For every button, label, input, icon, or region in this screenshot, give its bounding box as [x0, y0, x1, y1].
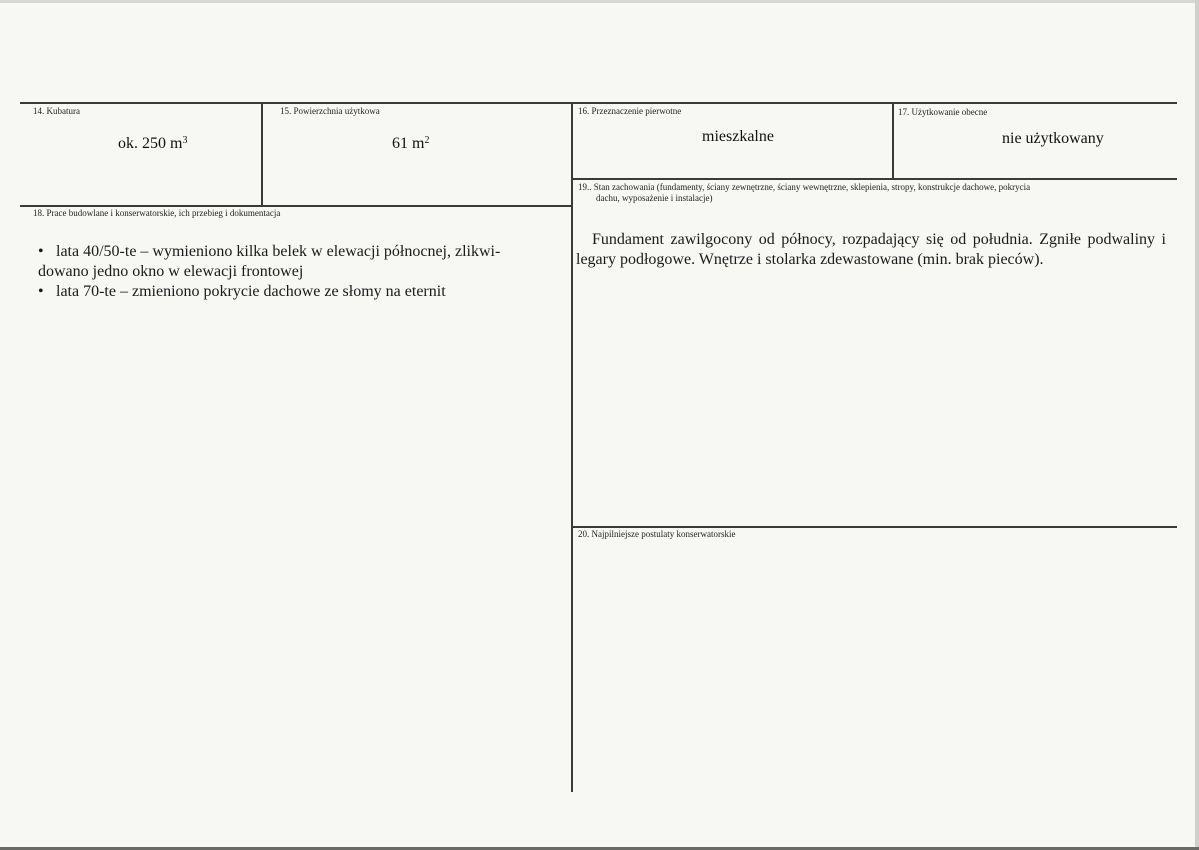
prace-list	[38, 242, 548, 302]
page-right-edge	[1195, 0, 1199, 850]
przeznaczenie-value: mieszkalne	[702, 128, 774, 145]
przeznaczenie-label: 16. Przeznaczenie pierwotne	[578, 106, 682, 116]
page-top-edge	[0, 0, 1199, 3]
bullet-icon: •	[38, 283, 44, 300]
postulaty-label: 20. Najpilniejsze postulaty konserwatorskie	[578, 529, 736, 539]
prace-item	[38, 242, 548, 282]
top-rule	[20, 102, 1177, 104]
divider-16-17	[892, 102, 894, 178]
powierzchnia-label: 15. Powierzchnia użytkowa	[280, 106, 380, 116]
bullet-icon: •	[38, 243, 44, 260]
stan-label-line-1: 19.. Stan zachowania (fundamenty, ściany zewnętrzne, ściany wewnętrzne, sklepienia, stropy, konstrukcje dachowe, pokrycia	[578, 182, 1031, 192]
kubatura-unit-sup: 3	[182, 135, 188, 146]
divider-14-15	[261, 102, 263, 205]
kubatura-label: 14. Kubatura	[33, 106, 80, 116]
kubatura-value-text: ok. 250 m	[118, 135, 183, 152]
prace-item-text: lata 40/50-te – wymieniono kilka belek w elewacji północnej, zlikwi-dowano jedno okno w elewacji frontowej	[38, 243, 501, 280]
powierzchnia-value	[392, 134, 429, 154]
stan-label-line-2: dachu, wyposażenie i instalacje)	[596, 193, 713, 203]
rule-under-14-15	[20, 205, 572, 207]
center-divider	[571, 102, 573, 792]
powierzchnia-value-text: 61 m	[392, 135, 425, 152]
prace-item	[38, 282, 548, 302]
uzytkowanie-value: nie użytkowany	[1002, 130, 1104, 147]
rule-under-16-17	[572, 178, 1177, 180]
powierzchnia-unit-sup: 2	[424, 135, 430, 146]
prace-item-text: lata 70-te – zmieniono pokrycie dachowe ze słomy na eternit	[56, 283, 446, 300]
rule-above-20	[572, 526, 1177, 528]
stan-value: Fundament zawilgocony od północy, rozpadający się od południa. Zgniłe podwaliny i legary podłogowe. Wnętrze i stolarka zdewastowane (min. brak pieców).	[576, 231, 1166, 268]
uzytkowanie-label: 17. Użytkowanie obecne	[898, 107, 988, 117]
prace-label: 18. Prace budowlane i konserwatorskie, ich przebieg i dokumentacja	[33, 208, 281, 218]
kubatura-value	[118, 134, 187, 154]
